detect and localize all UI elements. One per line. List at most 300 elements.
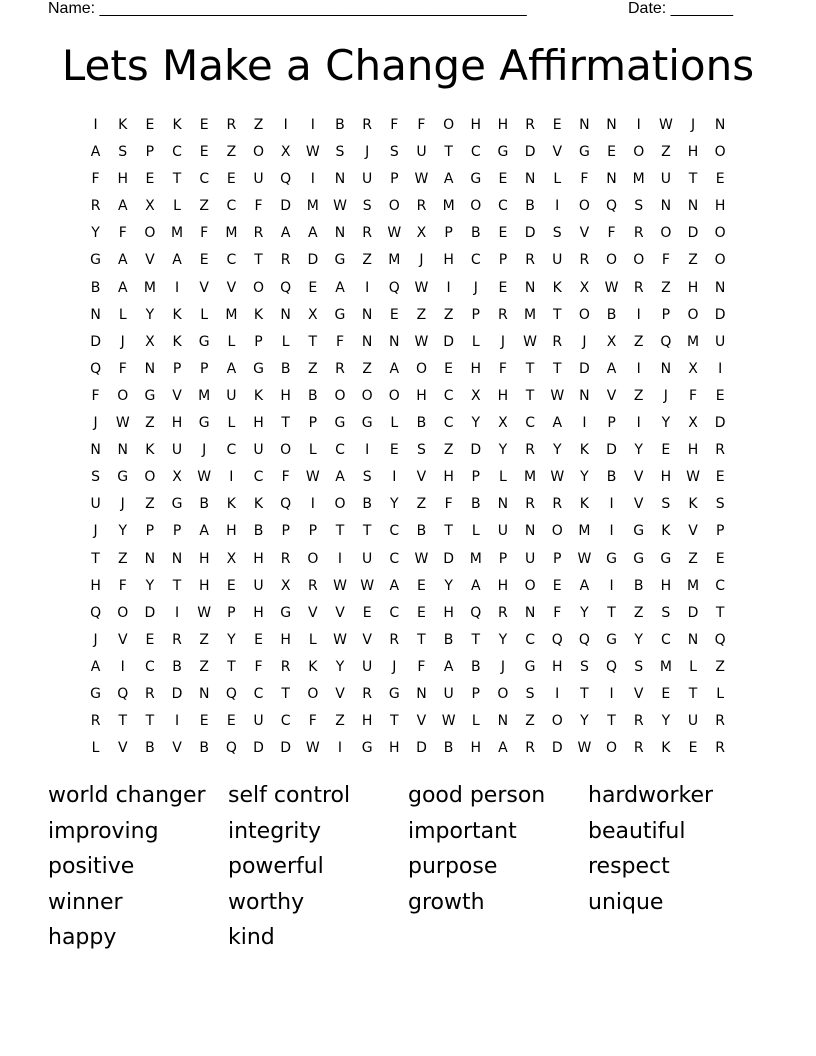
grid-cell[interactable]: X — [498, 415, 508, 432]
grid-cell[interactable]: V — [416, 469, 427, 486]
grid-cell[interactable]: I — [446, 279, 451, 296]
grid-cell[interactable]: W — [414, 279, 429, 296]
grid-cell[interactable]: W — [333, 198, 347, 215]
grid-cell[interactable]: N — [334, 171, 346, 188]
grid-cell[interactable]: N — [416, 685, 427, 702]
grid-cell[interactable]: E — [417, 577, 426, 594]
grid-cell[interactable]: R — [362, 117, 372, 133]
grid-cell[interactable]: C — [470, 252, 481, 269]
grid-cell[interactable]: S — [335, 144, 345, 161]
grid-cell[interactable]: A — [498, 740, 508, 757]
grid-cell[interactable]: X — [579, 279, 590, 296]
grid-cell[interactable]: U — [443, 685, 454, 702]
grid-cell[interactable]: Y — [91, 225, 100, 242]
grid-cell[interactable]: I — [392, 469, 397, 486]
grid-cell[interactable]: O — [497, 685, 509, 702]
grid-cell[interactable]: B — [606, 306, 617, 323]
grid-cell[interactable]: V — [335, 685, 345, 702]
grid-cell[interactable]: T — [688, 171, 698, 188]
grid-cell[interactable]: Y — [580, 469, 589, 486]
grid-cell[interactable]: O — [660, 225, 672, 242]
grid-cell[interactable]: F — [417, 658, 426, 675]
grid-cell[interactable]: V — [226, 279, 237, 296]
grid-cell[interactable]: E — [715, 550, 725, 567]
grid-cell[interactable]: H — [687, 442, 699, 459]
grid-cell[interactable]: R — [172, 631, 182, 648]
grid-cell[interactable]: F — [91, 171, 100, 188]
grid-cell[interactable]: I — [609, 523, 614, 540]
grid-cell[interactable]: W — [441, 713, 456, 730]
grid-cell[interactable]: F — [254, 198, 263, 215]
grid-cell[interactable]: I — [582, 415, 587, 432]
grid-cell[interactable]: M — [388, 252, 401, 269]
grid-cell[interactable]: R — [633, 279, 644, 296]
grid-cell[interactable]: D — [307, 252, 319, 269]
grid-cell[interactable]: R — [552, 496, 563, 513]
grid-cell[interactable]: T — [688, 685, 698, 702]
grid-cell[interactable]: R — [525, 252, 535, 269]
grid-cell[interactable]: C — [525, 631, 535, 648]
grid-cell[interactable]: M — [442, 198, 455, 215]
grid-cell[interactable]: Z — [253, 117, 264, 133]
grid-cell[interactable]: K — [253, 387, 264, 404]
grid-cell[interactable]: H — [687, 279, 699, 296]
grid-cell[interactable]: Z — [443, 306, 454, 323]
grid-cell[interactable]: N — [714, 117, 726, 133]
grid-cell[interactable]: C — [335, 442, 345, 459]
grid-cell[interactable]: T — [335, 523, 345, 540]
grid-cell[interactable]: Y — [498, 442, 508, 459]
grid-cell[interactable]: T — [525, 387, 535, 404]
grid-cell[interactable]: I — [337, 740, 343, 757]
grid-cell[interactable]: E — [226, 577, 236, 594]
grid-cell[interactable]: H — [687, 144, 699, 161]
grid-cell[interactable]: Z — [199, 631, 209, 648]
grid-cell[interactable]: H — [660, 469, 672, 486]
grid-cell[interactable]: D — [171, 685, 183, 702]
grid-cell[interactable]: V — [308, 604, 318, 621]
grid-cell[interactable]: I — [636, 415, 641, 432]
grid-cell[interactable]: W — [360, 577, 375, 594]
grid-cell[interactable]: Z — [308, 360, 318, 377]
grid-cell[interactable]: C — [226, 198, 237, 215]
grid-cell[interactable]: V — [362, 631, 372, 648]
grid-cell[interactable]: J — [93, 523, 98, 540]
grid-cell[interactable]: I — [310, 117, 315, 133]
grid-cell[interactable]: I — [310, 171, 315, 188]
grid-cell[interactable]: R — [253, 225, 264, 242]
grid-cell[interactable]: R — [389, 631, 400, 648]
grid-cell[interactable]: N — [660, 198, 672, 215]
grid-cell[interactable]: C — [525, 415, 535, 432]
grid-cell[interactable]: W — [305, 740, 320, 757]
grid-cell[interactable]: F — [688, 387, 698, 404]
grid-cell[interactable]: V — [633, 469, 644, 486]
grid-cell[interactable]: Z — [362, 360, 372, 377]
grid-cell[interactable]: O — [334, 387, 346, 404]
grid-cell[interactable]: F — [580, 171, 589, 188]
grid-cell[interactable]: Z — [633, 604, 644, 621]
grid-cell[interactable]: M — [686, 333, 700, 350]
grid-cell[interactable]: X — [308, 306, 318, 323]
grid-cell[interactable]: I — [310, 496, 315, 513]
grid-cell[interactable]: O — [714, 225, 726, 242]
grid-cell[interactable]: A — [606, 360, 617, 377]
grid-cell[interactable]: B — [362, 496, 372, 513]
grid-cell[interactable]: N — [334, 225, 346, 242]
grid-cell[interactable]: J — [473, 279, 478, 296]
name-field[interactable]: Name: ________________________________________________ — [48, 0, 527, 17]
grid-cell[interactable]: F — [254, 658, 263, 675]
grid-cell[interactable]: D — [253, 740, 264, 757]
grid-cell[interactable]: Y — [580, 604, 589, 621]
grid-cell[interactable]: C — [226, 252, 237, 269]
grid-cell[interactable]: M — [632, 171, 645, 188]
grid-cell[interactable]: D — [144, 604, 156, 621]
grid-cell[interactable]: U — [362, 171, 373, 188]
grid-cell[interactable]: T — [552, 360, 562, 377]
grid-cell[interactable]: F — [200, 225, 209, 242]
grid-cell[interactable]: H — [198, 577, 210, 594]
grid-cell[interactable]: K — [226, 496, 236, 513]
grid-cell[interactable]: Q — [714, 631, 726, 648]
grid-cell[interactable]: M — [306, 198, 319, 215]
grid-cell[interactable]: U — [416, 144, 427, 161]
grid-cell[interactable]: P — [172, 360, 182, 377]
grid-cell[interactable]: C — [660, 631, 671, 648]
grid-cell[interactable]: H — [443, 604, 454, 621]
grid-cell[interactable]: Z — [633, 387, 644, 404]
grid-cell[interactable]: I — [636, 117, 641, 133]
grid-cell[interactable]: O — [551, 523, 563, 540]
grid-cell[interactable]: E — [362, 604, 372, 621]
grid-cell[interactable]: I — [609, 577, 614, 594]
grid-cell[interactable]: H — [497, 387, 509, 404]
grid-cell[interactable]: B — [443, 740, 454, 757]
grid-cell[interactable]: K — [172, 306, 182, 323]
grid-cell[interactable]: H — [660, 577, 672, 594]
grid-cell[interactable]: K — [688, 496, 698, 513]
grid-cell[interactable]: Q — [388, 279, 400, 296]
grid-cell[interactable]: T — [172, 577, 182, 594]
grid-cell[interactable]: B — [172, 658, 182, 675]
grid-cell[interactable]: U — [552, 252, 563, 269]
grid-cell[interactable]: H — [443, 469, 454, 486]
grid-cell[interactable]: G — [171, 496, 183, 513]
grid-cell[interactable]: R — [145, 685, 155, 702]
grid-cell[interactable]: G — [334, 306, 346, 323]
grid-cell[interactable]: V — [145, 252, 155, 269]
grid-cell[interactable]: J — [663, 387, 668, 404]
grid-cell[interactable]: O — [361, 387, 373, 404]
grid-cell[interactable]: T — [607, 713, 616, 730]
grid-cell[interactable]: N — [497, 713, 509, 730]
grid-cell[interactable]: O — [714, 144, 726, 161]
grid-cell[interactable]: V — [172, 387, 182, 404]
grid-cell[interactable]: R — [90, 198, 101, 215]
grid-cell[interactable]: V — [579, 225, 590, 242]
grid-cell[interactable]: I — [229, 469, 234, 486]
grid-cell[interactable]: B — [525, 198, 535, 215]
grid-cell[interactable]: G — [497, 144, 509, 161]
grid-cell[interactable]: I — [555, 198, 560, 215]
grid-cell[interactable]: Z — [145, 496, 155, 513]
grid-cell[interactable]: W — [686, 469, 700, 486]
grid-cell[interactable]: U — [524, 550, 536, 567]
grid-cell[interactable]: N — [524, 604, 536, 621]
grid-cell[interactable]: R — [579, 252, 590, 269]
grid-cell[interactable]: U — [253, 171, 264, 188]
grid-cell[interactable]: T — [91, 550, 100, 567]
grid-cell[interactable]: Y — [661, 415, 671, 432]
grid-cell[interactable]: C — [715, 577, 726, 594]
grid-cell[interactable]: K — [145, 442, 155, 459]
grid-cell[interactable]: E — [145, 171, 155, 188]
grid-cell[interactable]: Z — [226, 144, 237, 161]
grid-cell[interactable]: P — [498, 252, 508, 269]
grid-cell[interactable]: W — [115, 415, 130, 432]
grid-cell[interactable]: Z — [416, 306, 427, 323]
grid-cell[interactable]: Z — [416, 496, 427, 513]
grid-cell[interactable]: J — [120, 496, 125, 513]
grid-cell[interactable]: G — [253, 360, 264, 377]
grid-cell[interactable]: I — [174, 713, 180, 730]
grid-cell[interactable]: L — [308, 442, 317, 459]
grid-cell[interactable]: E — [199, 117, 209, 133]
grid-cell[interactable]: W — [197, 604, 212, 621]
grid-cell[interactable]: H — [171, 415, 183, 432]
grid-cell[interactable]: R — [416, 198, 427, 215]
grid-cell[interactable]: A — [280, 225, 291, 242]
grid-cell[interactable]: G — [388, 685, 400, 702]
grid-cell[interactable]: N — [524, 523, 536, 540]
grid-cell[interactable]: D — [524, 144, 536, 161]
grid-cell[interactable]: D — [443, 333, 454, 350]
grid-cell[interactable]: E — [552, 577, 562, 594]
grid-cell[interactable]: O — [117, 604, 129, 621]
grid-cell[interactable]: W — [523, 333, 537, 350]
grid-cell[interactable]: O — [633, 144, 645, 161]
grid-cell[interactable]: R — [525, 117, 535, 133]
grid-cell[interactable]: L — [91, 740, 100, 757]
grid-cell[interactable]: P — [199, 360, 209, 377]
grid-cell[interactable]: H — [253, 415, 264, 432]
grid-cell[interactable]: A — [308, 225, 318, 242]
grid-cell[interactable]: T — [281, 415, 290, 432]
grid-cell[interactable]: P — [172, 523, 182, 540]
grid-cell[interactable]: C — [498, 198, 508, 215]
grid-cell[interactable]: F — [335, 333, 345, 350]
grid-cell[interactable]: A — [579, 577, 590, 594]
grid-cell[interactable]: H — [280, 631, 291, 648]
grid-cell[interactable]: P — [444, 225, 453, 242]
grid-cell[interactable]: O — [117, 387, 129, 404]
grid-cell[interactable]: N — [280, 306, 291, 323]
grid-cell[interactable]: U — [660, 171, 671, 188]
grid-cell[interactable]: R — [633, 713, 644, 730]
grid-cell[interactable]: F — [553, 604, 562, 621]
grid-cell[interactable]: I — [120, 658, 125, 675]
grid-cell[interactable]: W — [604, 279, 619, 296]
grid-cell[interactable]: I — [609, 496, 614, 513]
grid-cell[interactable]: T — [607, 604, 616, 621]
grid-cell[interactable]: B — [633, 577, 644, 594]
grid-cell[interactable]: O — [714, 252, 726, 269]
grid-cell[interactable]: Y — [661, 713, 671, 730]
grid-cell[interactable]: P — [471, 469, 480, 486]
grid-cell[interactable]: Y — [552, 442, 562, 459]
grid-cell[interactable]: J — [690, 117, 696, 133]
grid-cell[interactable]: R — [525, 740, 535, 757]
grid-cell[interactable]: O — [606, 740, 618, 757]
grid-cell[interactable]: L — [471, 713, 480, 730]
grid-cell[interactable]: N — [361, 306, 373, 323]
grid-cell[interactable]: J — [365, 144, 370, 161]
grid-cell[interactable]: W — [197, 469, 212, 486]
grid-cell[interactable]: O — [633, 252, 645, 269]
grid-cell[interactable]: C — [199, 171, 210, 188]
grid-cell[interactable]: D — [714, 306, 726, 323]
grid-cell[interactable]: O — [388, 198, 400, 215]
grid-cell[interactable]: Y — [634, 442, 643, 459]
grid-cell[interactable]: I — [718, 360, 723, 377]
grid-cell[interactable]: X — [688, 360, 698, 377]
grid-cell[interactable]: V — [552, 144, 563, 161]
grid-cell[interactable]: L — [227, 333, 236, 350]
grid-cell[interactable]: Q — [90, 604, 102, 621]
grid-cell[interactable]: N — [144, 360, 156, 377]
grid-cell[interactable]: M — [143, 279, 156, 296]
grid-cell[interactable]: J — [93, 415, 98, 432]
grid-cell[interactable]: C — [253, 685, 264, 702]
grid-cell[interactable]: N — [714, 279, 726, 296]
grid-cell[interactable]: R — [633, 225, 644, 242]
grid-cell[interactable]: S — [715, 496, 725, 513]
grid-cell[interactable]: E — [607, 144, 616, 161]
grid-cell[interactable]: P — [254, 333, 263, 350]
grid-cell[interactable]: E — [498, 225, 508, 242]
grid-cell[interactable]: V — [688, 523, 698, 540]
grid-cell[interactable]: O — [578, 198, 590, 215]
grid-cell[interactable]: O — [524, 577, 536, 594]
grid-cell[interactable]: T — [444, 523, 453, 540]
grid-cell[interactable]: N — [606, 117, 617, 133]
grid-cell[interactable]: Z — [362, 252, 372, 269]
grid-cell[interactable]: G — [660, 550, 672, 567]
grid-cell[interactable]: B — [470, 225, 481, 242]
grid-cell[interactable]: N — [606, 171, 617, 188]
grid-cell[interactable]: F — [118, 360, 127, 377]
grid-cell[interactable]: Q — [470, 604, 482, 621]
grid-cell[interactable]: E — [226, 171, 236, 188]
grid-cell[interactable]: R — [525, 496, 535, 513]
grid-cell[interactable]: D — [524, 225, 536, 242]
grid-cell[interactable]: I — [365, 279, 370, 296]
grid-cell[interactable]: E — [661, 442, 671, 459]
grid-cell[interactable]: W — [550, 387, 565, 404]
grid-cell[interactable]: U — [253, 442, 264, 459]
grid-cell[interactable]: K — [253, 496, 264, 513]
date-field[interactable]: Date: _______ — [628, 0, 733, 17]
grid-cell[interactable]: U — [90, 496, 101, 513]
grid-cell[interactable]: G — [90, 252, 101, 269]
grid-cell[interactable]: E — [199, 144, 209, 161]
grid-cell[interactable]: S — [362, 198, 372, 215]
grid-cell[interactable]: E — [498, 279, 508, 296]
grid-cell[interactable]: P — [145, 144, 155, 161]
grid-cell[interactable]: K — [172, 333, 182, 350]
grid-cell[interactable]: P — [227, 604, 236, 621]
grid-cell[interactable]: M — [686, 577, 700, 594]
grid-cell[interactable]: H — [280, 387, 291, 404]
grid-cell[interactable]: X — [226, 550, 237, 567]
grid-cell[interactable]: E — [389, 442, 399, 459]
grid-cell[interactable]: A — [443, 171, 454, 188]
grid-cell[interactable]: L — [118, 306, 127, 323]
grid-cell[interactable]: J — [500, 658, 505, 675]
grid-cell[interactable]: Z — [525, 713, 535, 730]
grid-cell[interactable]: V — [416, 713, 427, 730]
grid-cell[interactable]: T — [525, 360, 535, 377]
grid-cell[interactable]: N — [90, 442, 101, 459]
grid-cell[interactable]: A — [90, 144, 101, 161]
grid-cell[interactable]: E — [715, 387, 725, 404]
grid-cell[interactable]: U — [715, 333, 726, 350]
grid-cell[interactable]: G — [470, 171, 482, 188]
grid-cell[interactable]: S — [525, 685, 535, 702]
grid-cell[interactable]: J — [93, 631, 98, 648]
grid-cell[interactable]: E — [254, 631, 263, 648]
grid-cell[interactable]: X — [145, 198, 155, 215]
grid-cell[interactable]: H — [470, 117, 482, 133]
grid-cell[interactable]: P — [715, 523, 725, 540]
grid-cell[interactable]: O — [307, 550, 319, 567]
grid-cell[interactable]: R — [633, 740, 644, 757]
grid-cell[interactable]: W — [414, 550, 429, 567]
grid-cell[interactable]: Z — [661, 144, 671, 161]
grid-cell[interactable]: E — [417, 604, 426, 621]
grid-cell[interactable]: J — [419, 252, 424, 269]
grid-cell[interactable]: K — [661, 523, 671, 540]
grid-cell[interactable]: H — [470, 360, 482, 377]
grid-cell[interactable]: Y — [145, 306, 155, 323]
grid-cell[interactable]: R — [90, 713, 101, 730]
grid-cell[interactable]: X — [280, 577, 291, 594]
grid-cell[interactable]: B — [606, 469, 617, 486]
grid-cell[interactable]: E — [145, 117, 155, 133]
grid-cell[interactable]: I — [609, 685, 614, 702]
grid-cell[interactable]: U — [253, 713, 264, 730]
grid-cell[interactable]: U — [497, 523, 509, 540]
grid-cell[interactable]: P — [471, 685, 480, 702]
grid-cell[interactable]: F — [118, 577, 127, 594]
grid-cell[interactable]: N — [687, 631, 699, 648]
grid-cell[interactable]: Z — [688, 252, 698, 269]
grid-cell[interactable]: V — [117, 740, 128, 757]
grid-cell[interactable]: H — [361, 713, 373, 730]
grid-cell[interactable]: S — [552, 225, 562, 242]
grid-cell[interactable]: T — [254, 252, 263, 269]
grid-cell[interactable]: S — [579, 658, 589, 675]
grid-cell[interactable]: Y — [335, 658, 345, 675]
grid-cell[interactable]: O — [443, 117, 455, 133]
grid-cell[interactable]: A — [117, 252, 128, 269]
grid-cell[interactable]: L — [499, 469, 507, 486]
grid-cell[interactable]: U — [362, 550, 373, 567]
grid-cell[interactable]: U — [687, 713, 699, 730]
grid-cell[interactable]: C — [172, 144, 182, 161]
grid-cell[interactable]: E — [199, 252, 209, 269]
